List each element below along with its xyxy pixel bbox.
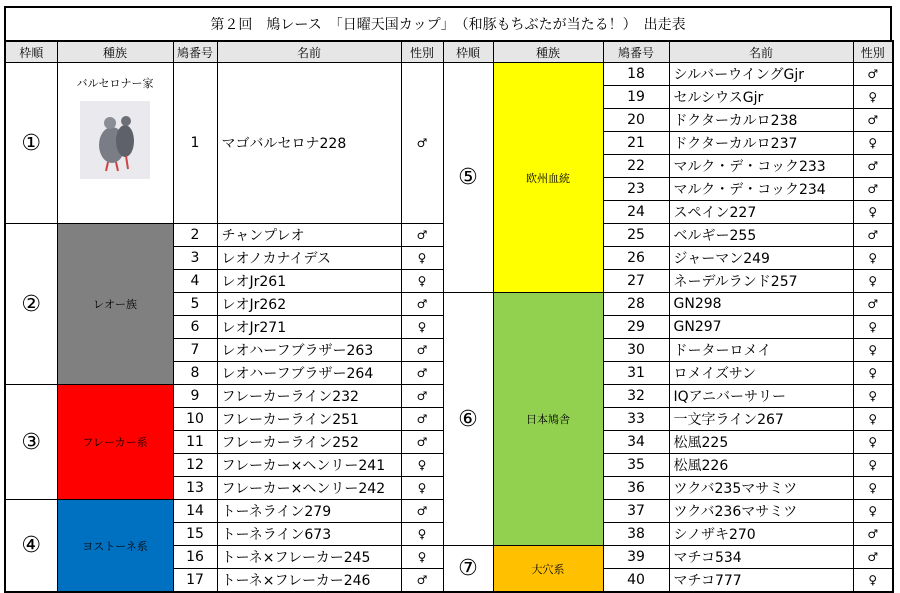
entry-number: 4 <box>173 270 217 293</box>
entry-number: 35 <box>603 454 669 477</box>
header-frame: 枠順 <box>5 41 57 63</box>
entry-sex: ♂ <box>401 500 443 523</box>
entry-name: セルシウスGjr <box>669 86 853 109</box>
breed-f7: 大穴系 <box>493 546 603 593</box>
entry-sex: ♂ <box>401 339 443 362</box>
entry-name: GN297 <box>669 316 853 339</box>
entry-number: 40 <box>603 569 669 593</box>
entry-sex: ♂ <box>401 385 443 408</box>
entry-number: 9 <box>173 385 217 408</box>
entry-sex: ♀ <box>853 201 893 224</box>
entry-name: ベルギー255 <box>669 224 853 247</box>
entry-name: レオハーフブラザー264 <box>217 362 401 385</box>
entry-number: 38 <box>603 523 669 546</box>
entry-name: チャンプレオ <box>217 224 401 247</box>
entry-number: 1 <box>173 63 217 224</box>
entry-number: 24 <box>603 201 669 224</box>
header-num-2: 鳩番号 <box>603 41 669 63</box>
entry-number: 26 <box>603 247 669 270</box>
header-name: 名前 <box>217 41 401 63</box>
entry-sex: ♀ <box>853 454 893 477</box>
breed-f6: 日本鳩舎 <box>493 293 603 546</box>
entry-name: マチコ534 <box>669 546 853 569</box>
entry-name: ジャーマン249 <box>669 247 853 270</box>
entry-name: ドクターカルロ237 <box>669 132 853 155</box>
entry-sex: ♀ <box>401 546 443 569</box>
entry-name: ネーデルランド257 <box>669 270 853 293</box>
entry-name: シノザキ270 <box>669 523 853 546</box>
entry-sex: ♂ <box>853 546 893 569</box>
entry-number: 7 <box>173 339 217 362</box>
entry-sex: ♂ <box>853 155 893 178</box>
entry-number: 21 <box>603 132 669 155</box>
entry-number: 19 <box>603 86 669 109</box>
entry-number: 33 <box>603 408 669 431</box>
entry-sex: ♂ <box>401 431 443 454</box>
entry-name: トーネライン279 <box>217 500 401 523</box>
entry-name: レオJr261 <box>217 270 401 293</box>
entry-name: マゴバルセロナ228 <box>217 63 401 224</box>
entry-name: 松風226 <box>669 454 853 477</box>
frame-number-f7: ⑦ <box>443 546 493 593</box>
header-sex: 性別 <box>401 41 443 63</box>
entry-number: 25 <box>603 224 669 247</box>
entry-number: 22 <box>603 155 669 178</box>
entry-sex: ♀ <box>853 408 893 431</box>
entry-name: IQアニバーサリー <box>669 385 853 408</box>
entry-sex: ♂ <box>401 408 443 431</box>
entry-number: 17 <box>173 569 217 593</box>
entry-sex: ♂ <box>401 293 443 316</box>
entry-number: 12 <box>173 454 217 477</box>
table-row <box>5 63 893 86</box>
frame-number-f1: ① <box>5 63 57 224</box>
frame-number-f2: ② <box>5 224 57 385</box>
entry-sex: ♂ <box>401 362 443 385</box>
entry-name: トーネ×フレーカー246 <box>217 569 401 593</box>
entry-name: フレーカーライン252 <box>217 431 401 454</box>
breed-f3: フレーカー系 <box>57 385 173 500</box>
entry-number: 2 <box>173 224 217 247</box>
entry-sex: ♀ <box>853 431 893 454</box>
header-breed: 種族 <box>57 41 173 63</box>
entry-sex: ♀ <box>401 247 443 270</box>
entry-sex: ♀ <box>401 270 443 293</box>
entry-number: 5 <box>173 293 217 316</box>
entry-number: 31 <box>603 362 669 385</box>
frame-number-f3: ③ <box>5 385 57 500</box>
header-num: 鳩番号 <box>173 41 217 63</box>
entry-sex: ♀ <box>401 454 443 477</box>
entry-name: ドクターカルロ238 <box>669 109 853 132</box>
entry-number: 13 <box>173 477 217 500</box>
entry-sex: ♀ <box>853 385 893 408</box>
entry-sex: ♀ <box>853 477 893 500</box>
entry-sex: ♀ <box>401 316 443 339</box>
entry-sex: ♂ <box>853 224 893 247</box>
entry-number: 29 <box>603 316 669 339</box>
entry-name: レオノカナイデス <box>217 247 401 270</box>
entry-number: 15 <box>173 523 217 546</box>
breed-f5: 欧州血統 <box>493 63 603 293</box>
entry-sex: ♂ <box>853 178 893 201</box>
entry-name: スペイン227 <box>669 201 853 224</box>
entry-sex: ♂ <box>401 63 443 224</box>
entry-number: 8 <box>173 362 217 385</box>
entry-sex: ♂ <box>401 569 443 593</box>
entry-sex: ♀ <box>853 247 893 270</box>
header-row <box>5 41 893 63</box>
entry-sex: ♀ <box>853 339 893 362</box>
entry-name: トーネライン673 <box>217 523 401 546</box>
entry-number: 27 <box>603 270 669 293</box>
entry-name: ツクバ235マサミツ <box>669 477 853 500</box>
entry-sex: ♂ <box>853 523 893 546</box>
entry-name: レオハーフブラザー263 <box>217 339 401 362</box>
entry-name: 松風225 <box>669 431 853 454</box>
entry-sex: ♀ <box>853 316 893 339</box>
entry-number: 16 <box>173 546 217 569</box>
entry-sex: ♀ <box>853 270 893 293</box>
header-name-2: 名前 <box>669 41 853 63</box>
entry-name: 一文字ライン267 <box>669 408 853 431</box>
entry-number: 39 <box>603 546 669 569</box>
breed-f4: ヨストーネ系 <box>57 500 173 593</box>
entry-number: 3 <box>173 247 217 270</box>
frame-number-f6: ⑥ <box>443 293 493 546</box>
entry-rows <box>5 63 893 593</box>
entry-sex: ♂ <box>401 224 443 247</box>
entry-sex: ♀ <box>401 523 443 546</box>
entry-name: レオJr271 <box>217 316 401 339</box>
entry-number: 20 <box>603 109 669 132</box>
sheet-title: 第２回 鳩レース 「日曜天国カップ」 （和豚もちぶたが当たる！） 出走表 <box>4 6 892 40</box>
entry-number: 23 <box>603 178 669 201</box>
entry-name: シルバーウイングGjr <box>669 63 853 86</box>
header-sex-2: 性別 <box>853 41 893 63</box>
entry-sex: ♀ <box>853 500 893 523</box>
entry-name: フレーカー×ヘンリー241 <box>217 454 401 477</box>
entry-sex: ♂ <box>853 63 893 86</box>
entry-name: マチコ777 <box>669 569 853 593</box>
entry-sex: ♀ <box>853 132 893 155</box>
entry-table <box>4 40 894 593</box>
entry-number: 28 <box>603 293 669 316</box>
entry-sex: ♀ <box>853 362 893 385</box>
entry-number: 18 <box>603 63 669 86</box>
race-sheet <box>4 6 892 593</box>
entry-sex: ♀ <box>853 86 893 109</box>
entry-name: ドーターロメイ <box>669 339 853 362</box>
entry-name: フレーカーライン232 <box>217 385 401 408</box>
pigeon-photo <box>80 101 150 179</box>
entry-sex: ♀ <box>401 477 443 500</box>
entry-name: マルク・デ・コック233 <box>669 155 853 178</box>
entry-number: 30 <box>603 339 669 362</box>
entry-number: 6 <box>173 316 217 339</box>
breed-f1 <box>57 63 173 224</box>
entry-name: GN298 <box>669 293 853 316</box>
entry-number: 10 <box>173 408 217 431</box>
entry-name: フレーカー×ヘンリー242 <box>217 477 401 500</box>
breed-f1-label: バルセロナー家 <box>76 77 154 90</box>
entry-name: ロメイズサン <box>669 362 853 385</box>
header-frame-2: 枠順 <box>443 41 493 63</box>
entry-name: マルク・デ・コック234 <box>669 178 853 201</box>
entry-name: フレーカーライン251 <box>217 408 401 431</box>
entry-number: 32 <box>603 385 669 408</box>
entry-sex: ♂ <box>853 293 893 316</box>
entry-sex: ♀ <box>853 569 893 593</box>
entry-number: 11 <box>173 431 217 454</box>
breed-f2: レオー族 <box>57 224 173 385</box>
entry-name: ツクバ236マサミツ <box>669 500 853 523</box>
entry-sex: ♂ <box>853 109 893 132</box>
entry-number: 34 <box>603 431 669 454</box>
header-breed-2: 種族 <box>493 41 603 63</box>
entry-number: 14 <box>173 500 217 523</box>
frame-number-f5: ⑤ <box>443 63 493 293</box>
entry-name: レオJr262 <box>217 293 401 316</box>
entry-number: 37 <box>603 500 669 523</box>
entry-number: 36 <box>603 477 669 500</box>
frame-number-f4: ④ <box>5 500 57 593</box>
entry-name: トーネ×フレーカー245 <box>217 546 401 569</box>
